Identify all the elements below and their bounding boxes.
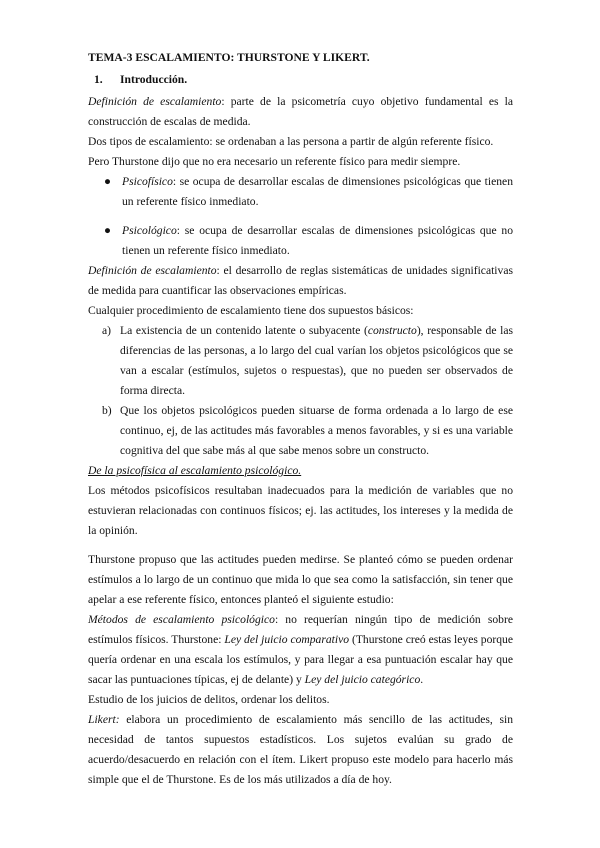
bullet-item-psicologico — [88, 221, 513, 261]
bullet-text: : se ocupa de desarrollar escalas de dimensiones psicológicas que tienen un referente físico inmediato. — [122, 175, 513, 208]
list-text: Que los objetos psicológicos pueden situarse de forma ordenada a lo largo de ese continuo, ej, de las actitudes más favorables a menos favorables, y si es una variable cognitiva del que sabe más al que sabe menos sobre un constructo. — [120, 404, 513, 457]
paragraph-metodos-psicologicos — [88, 610, 513, 690]
bullet-text: : se ocupa de desarrollar escalas de dimensiones psicológicas que no tienen un referente físico inmediato. — [122, 224, 513, 257]
list-item-a — [88, 321, 513, 401]
paragraph-juicios-delitos: Estudio de los juicios de delitos, ordenar los delitos. — [88, 693, 330, 706]
paragraph-definicion-2 — [88, 261, 513, 301]
subheading-psicofisica: De la psicofísica al escalamiento psicológico. — [88, 464, 302, 477]
bullet-dot-icon: ● — [104, 224, 112, 237]
paragraph-thurstone: Pero Thurstone dijo que no era necesario un referente físico para medir siempre. — [88, 155, 461, 168]
paragraph-text: . — [420, 673, 424, 686]
document-body — [88, 48, 513, 790]
paragraph-supuestos: Cualquier procedimiento de escalamiento tiene dos supuestos básicos: — [88, 304, 414, 317]
paragraph-text: elabora un procedimiento de escalamiento más sencillo de las actitudes, sin necesidad de tantos supuestos estadísticos. Los sujetos evalúan su grado de acuerdo/desacuerdo en relación con el ítem. Likert propuso este modelo para hacerlo más simple que el de Thurstone. Es de los más utilizados a día de hoy. — [88, 713, 513, 786]
list-item-b — [88, 401, 513, 461]
term-ley-juicio-categorico: Ley del juicio categórico — [304, 673, 421, 686]
list-label: b) — [102, 404, 112, 417]
paragraph-text: : no requerían ningún tipo de medición sobre estímulos físicos. Thurstone: — [88, 613, 513, 646]
bullet-item-psicofisico — [88, 172, 513, 212]
term-psicofisico: Psicofísico — [122, 175, 173, 188]
list-label: a) — [102, 324, 112, 337]
paragraph-definicion-1 — [88, 92, 513, 132]
term-definicion-escalamiento: Definición de escalamiento — [88, 95, 222, 108]
term-ley-juicio-comparativo: Ley del juicio comparativo — [224, 633, 350, 646]
paragraph-text: (Thurstone creó estas leyes porque quería ordenar en una escala los estímulos, y para llegar a esa puntuación escalar hay que sacar las puntuaciones típicas, ej de delante) y — [88, 633, 513, 686]
paragraph-metodos-psicofisicos: Los métodos psicofísicos resultaban inadecuados para la medición de variables que no estuvieran relacionadas con continuos físicos; ej. las actitudes, los intereses y la medida de la opinión. — [88, 484, 513, 537]
paragraph-tipos: Dos tipos de escalamiento: se ordenaban a las persona a partir de algún referente físico. — [88, 135, 494, 148]
section-heading-introduccion — [88, 70, 513, 90]
section-number: 1. — [94, 73, 103, 86]
document-title: TEMA-3 ESCALAMIENTO: THURSTONE Y LIKERT. — [88, 51, 370, 64]
term-definicion-escalamiento: Definición de escalamiento — [88, 264, 217, 277]
bullet-dot-icon: ● — [104, 175, 112, 188]
term-metodos-escalamiento: Métodos de escalamiento psicológico — [88, 613, 275, 626]
term-psicologico: Psicológico — [122, 224, 177, 237]
paragraph-likert — [88, 710, 513, 790]
list-text: La existencia de un contenido latente o subyacente ( — [120, 324, 368, 337]
section-label: Introducción. — [120, 73, 188, 86]
paragraph-text: : parte de la psicometría cuyo objetivo fundamental es la construcción de escalas de medida. — [88, 95, 513, 128]
term-likert: Likert: — [88, 713, 120, 726]
paragraph-text: : el desarrollo de reglas sistemáticas de unidades significativas de medida para cuantificar las observaciones empíricas. — [88, 264, 513, 297]
list-text: ), responsable de las diferencias de las personas, a lo largo del cual varían los objetos psicológicos que se van a escalar (estímulos, sujetos o respuestas), que no pueden ser observados de forma directa. — [120, 324, 513, 397]
paragraph-thurstone-actitudes: Thurstone propuso que las actitudes pueden medirse. Se planteó cómo se pueden ordenar estímulos a lo largo de un continuo que mida lo que sea como la satisfacción, sin tener que apelar a ese referente físico, entonces planteó el siguiente estudio: — [88, 553, 513, 606]
term-constructo: constructo — [367, 324, 417, 337]
